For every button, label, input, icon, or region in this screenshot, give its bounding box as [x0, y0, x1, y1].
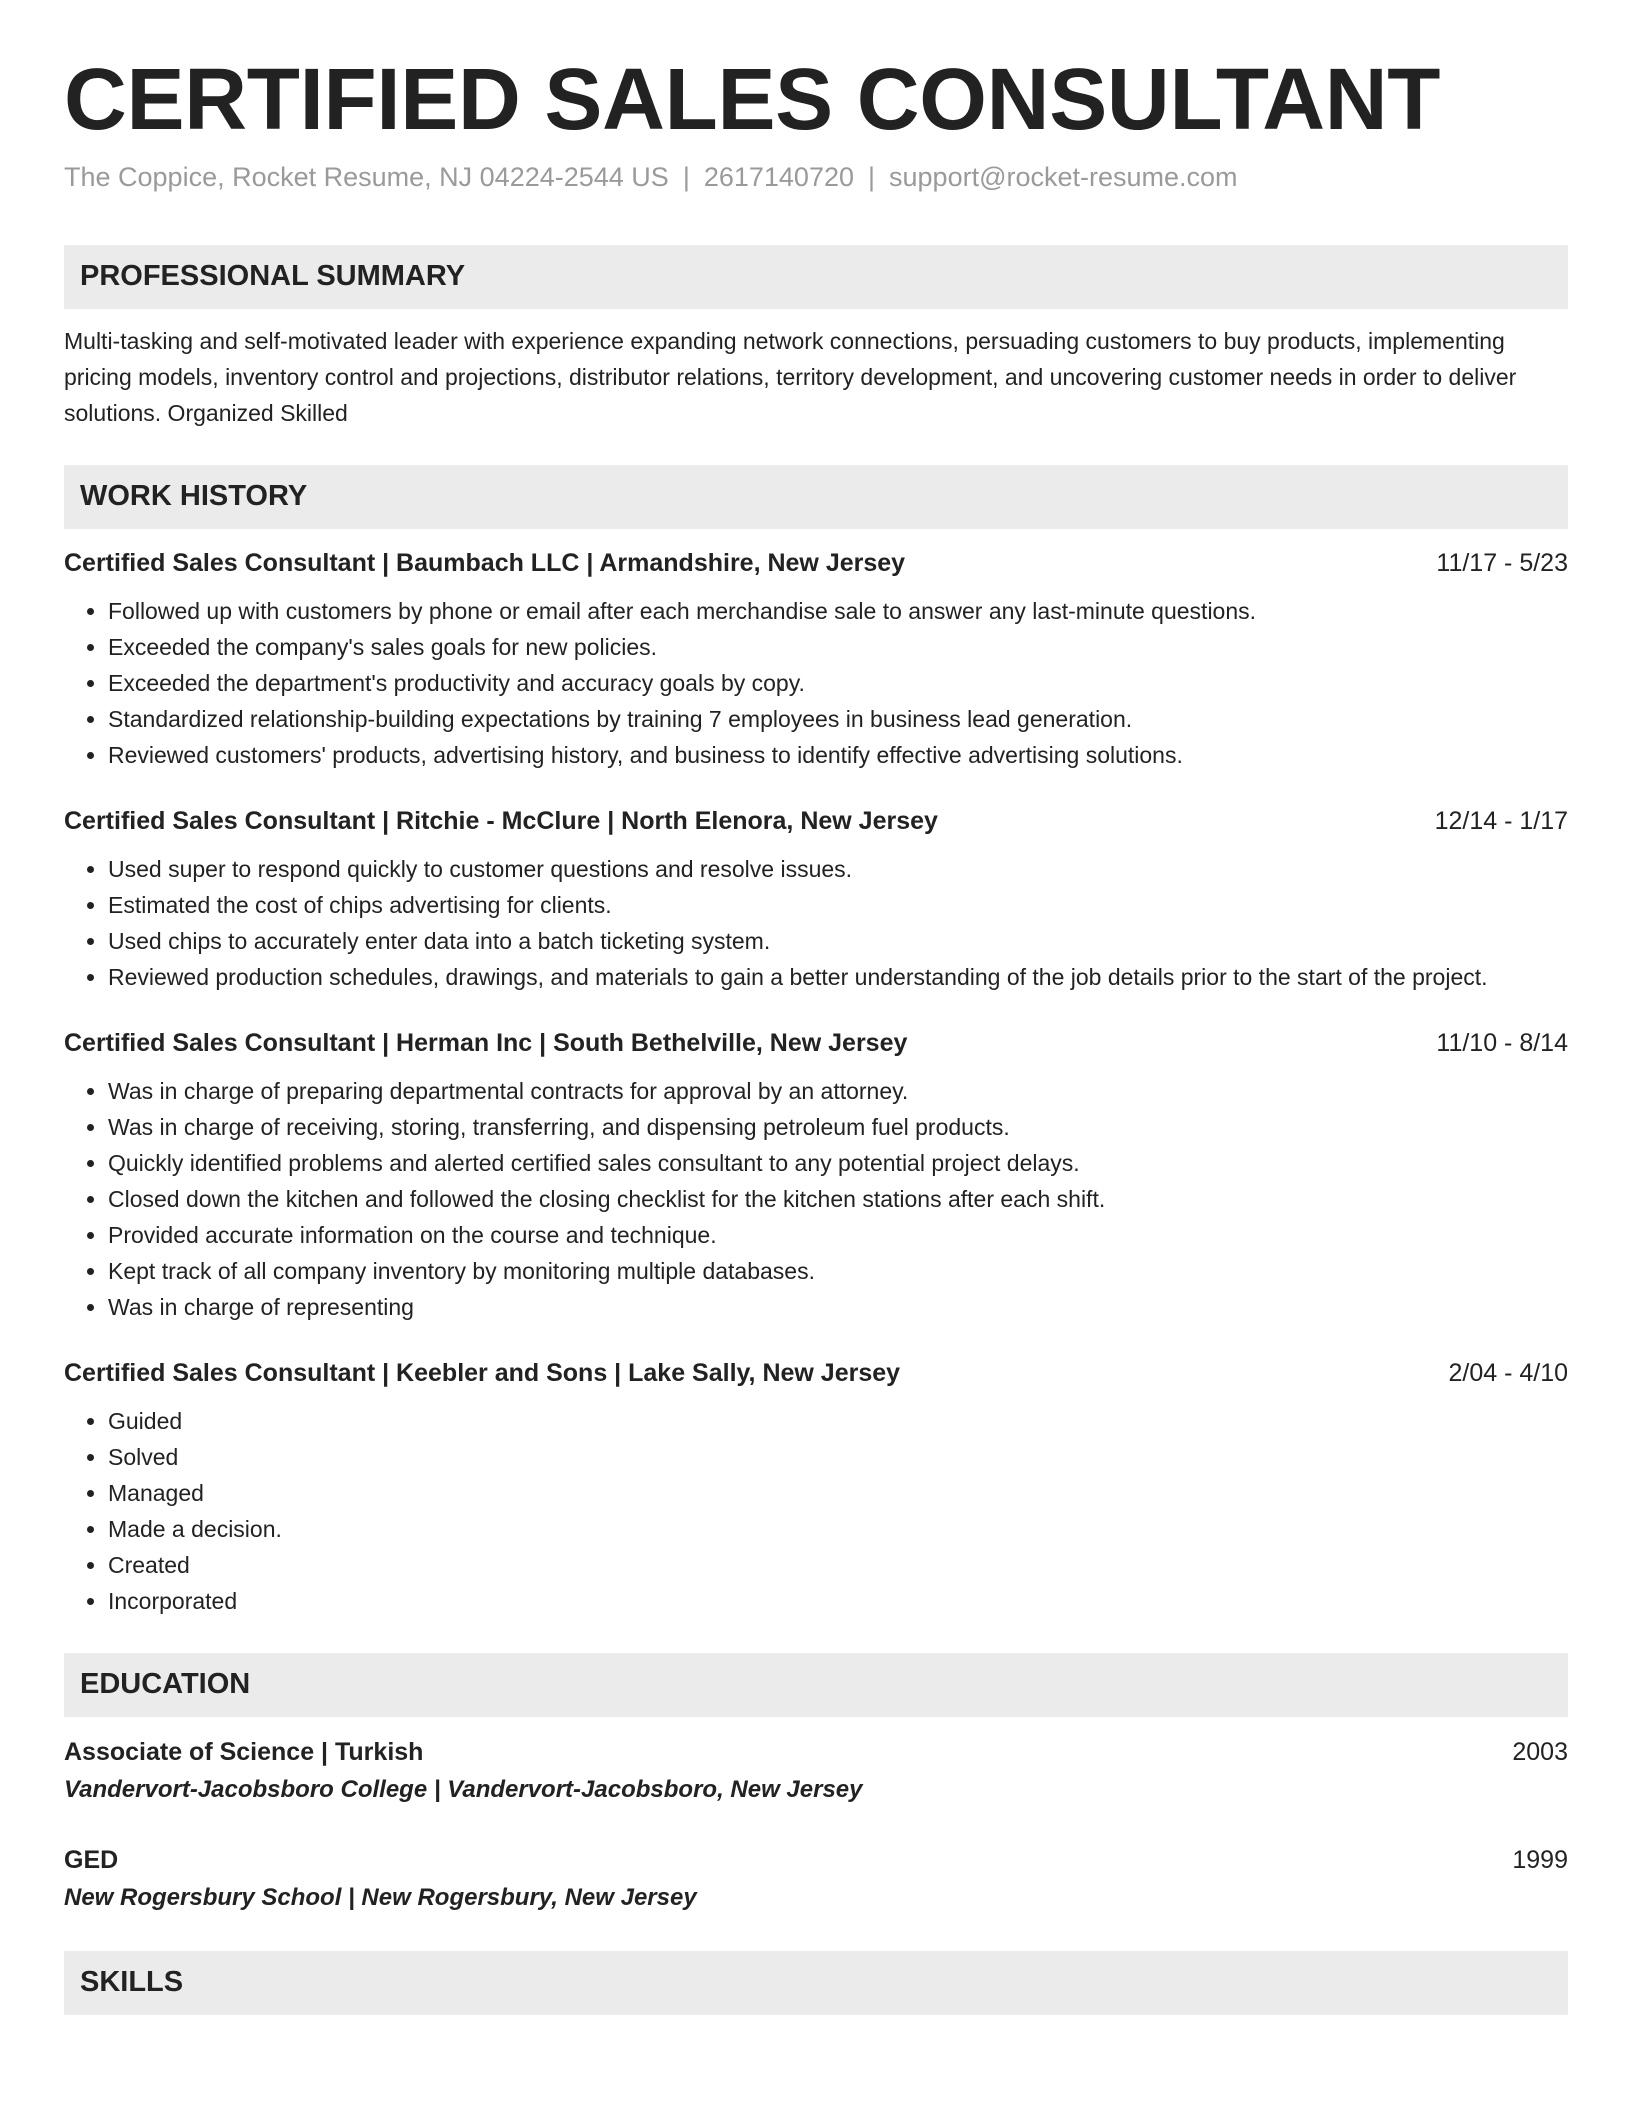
job-title: Certified Sales Consultant | Keebler and Sons | Lake Sally, New Jersey	[64, 1358, 901, 1387]
job-bullets	[64, 593, 1568, 773]
job-header	[64, 1025, 1568, 1061]
job-bullet: • Quickly identified problems and alerted certified sales consultant to any potential project delays.	[108, 1145, 1568, 1181]
job-bullet: • Estimated the cost of chips advertising for clients.	[108, 887, 1568, 923]
job-bullet: • Exceeded the department's productivity and accuracy goals by copy.	[108, 665, 1568, 701]
job-bullet: • Guided	[108, 1403, 1568, 1439]
section-heading-skills: SKILLS	[64, 1951, 1568, 2015]
section-heading-summary: PROFESSIONAL SUMMARY	[64, 245, 1568, 309]
job-entry	[64, 1355, 1568, 1619]
job-dates: 11/17 - 5/23	[1436, 548, 1568, 577]
job-title: Certified Sales Consultant | Baumbach LLC | Armandshire, New Jersey	[64, 548, 906, 577]
job-bullet: • Incorporated	[108, 1583, 1568, 1619]
education-header	[64, 1841, 1568, 1879]
contact-email: support@rocket-resume.com	[889, 161, 1238, 192]
job-header	[64, 545, 1568, 581]
education-header	[64, 1733, 1568, 1771]
job-title: Certified Sales Consultant | Ritchie - McClure | North Elenora, New Jersey	[64, 806, 938, 835]
job-bullet: • Was in charge of receiving, storing, transferring, and dispensing petroleum fuel products.	[108, 1109, 1568, 1145]
education-school: New Rogersbury School | New Rogersbury, New Jersey	[64, 1883, 697, 1911]
job-bullets	[64, 851, 1568, 995]
summary-text: Multi-tasking and self-motivated leader with experience expanding network connections, persuading customers to buy products, implementing pricing models, inventory control and projections, distributor relations, territory development, and uncovering customer needs in order to deliver solutions. Organized Skilled	[64, 327, 1517, 426]
job-bullet: • Reviewed production schedules, drawings, and materials to gain a better understanding of the job details prior to the start of the project.	[108, 959, 1568, 995]
job-dates: 11/10 - 8/14	[1436, 1028, 1568, 1057]
education-year: 2003	[1512, 1737, 1568, 1766]
education-school: Vandervort-Jacobsboro College | Vandervort-Jacobsboro, New Jersey	[64, 1775, 863, 1803]
contact-separator: |	[682, 161, 690, 192]
section-heading-work-history: WORK HISTORY	[64, 465, 1568, 529]
job-bullet: • Solved	[108, 1439, 1568, 1475]
education-degree: Associate of Science | Turkish	[64, 1737, 424, 1766]
job-bullet: • Kept track of all company inventory by monitoring multiple databases.	[108, 1253, 1568, 1289]
job-bullet: • Provided accurate information on the course and technique.	[108, 1217, 1568, 1253]
education-entry	[64, 1841, 1568, 1917]
job-header	[64, 1355, 1568, 1391]
job-bullets	[64, 1073, 1568, 1325]
job-bullet: • Was in charge of preparing departmental contracts for approval by an attorney.	[108, 1073, 1568, 1109]
contact-separator: |	[868, 161, 876, 192]
contact-address: The Coppice, Rocket Resume, NJ 04224-2544 US	[64, 161, 669, 192]
resume-name: CERTIFIED SALES CONSULTANT	[64, 51, 1441, 148]
job-bullet: • Followed up with customers by phone or email after each merchandise sale to answer any last-minute questions.	[108, 593, 1568, 629]
contact-phone: 2617140720	[703, 161, 854, 192]
job-bullet: • Created	[108, 1547, 1568, 1583]
contact-line	[64, 162, 1568, 193]
job-bullet: • Used chips to accurately enter data into a batch ticketing system.	[108, 923, 1568, 959]
job-bullet: • Reviewed customers' products, advertising history, and business to identify effective advertising solutions.	[108, 737, 1568, 773]
job-bullet: • Closed down the kitchen and followed the closing checklist for the kitchen stations after each shift.	[108, 1181, 1568, 1217]
job-bullet: • Was in charge of representing	[108, 1289, 1568, 1325]
job-header	[64, 803, 1568, 839]
job-bullet: • Managed	[108, 1475, 1568, 1511]
job-entry	[64, 1025, 1568, 1325]
job-entry	[64, 803, 1568, 995]
job-dates: 2/04 - 4/10	[1448, 1358, 1568, 1387]
education-year: 1999	[1512, 1845, 1568, 1874]
education-entry	[64, 1733, 1568, 1809]
education-degree: GED	[64, 1845, 119, 1874]
job-dates: 12/14 - 1/17	[1434, 806, 1568, 835]
work-history-list	[64, 545, 1568, 1619]
job-title: Certified Sales Consultant | Herman Inc | South Bethelville, New Jersey	[64, 1028, 908, 1057]
job-bullet: • Exceeded the company's sales goals for new policies.	[108, 629, 1568, 665]
section-heading-education: EDUCATION	[64, 1653, 1568, 1717]
job-bullet: • Standardized relationship-building expectations by training 7 employees in business lead generation.	[108, 701, 1568, 737]
job-bullets	[64, 1403, 1568, 1619]
job-bullet: • Made a decision.	[108, 1511, 1568, 1547]
job-bullet: • Used super to respond quickly to customer questions and resolve issues.	[108, 851, 1568, 887]
job-entry	[64, 545, 1568, 773]
